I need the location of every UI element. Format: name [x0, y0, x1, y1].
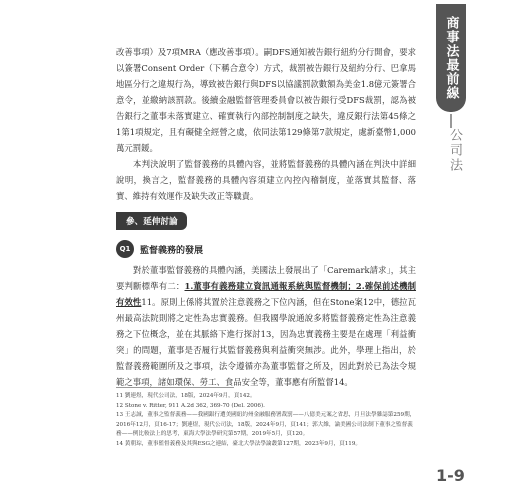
side-tab-subtitle: 公司法: [447, 128, 462, 173]
footnote-14: 14 黃朝琮，董事監督義務及其與ESG之連結，臺北大學法學論叢第127期，2023年9月，頁119。: [116, 440, 362, 447]
question-heading: [116, 240, 416, 258]
page-number: 1-9: [436, 466, 465, 485]
body-text-a: 對於董事監督義務的具體內涵，美國法上發展出了「Caremark請求」，其主要判斷標準有二：: [116, 265, 416, 291]
footnote-13: 13 王志誠，董事之監督義務——我國銀行遭美國紐約州金融服務署裁罰——八億美元案之省思，月旦法學雜誌第259期，2016年12月，頁16-17；劉連煜，現代公司法，18版，2024年9月，頁141；郭大維，論美國公司法制下董事之監督義務——例比較法上的思考，東海大學法學研究第57期，2019年5月，頁120。: [116, 412, 416, 438]
intro-paragraph-1: 改善事項）及7項MRA（應改善事項）。嗣DFS通知被告銀行紐約分行開會，要求以簽署Consent Order（下稱合意令）方式，裁罰被告銀行及紐約分行、巴拿馬地區分行之違規行為，導致被告銀行與DFS以協議罰款數額為美金1.8億元簽署合意令，並繳納該罰款。後續金融監督管理委員會以被告銀行受DFS裁罰，認為被告銀行之董事未落實建立、確實執行內部控制制度之缺失，違反銀行法第45條之1第1項規定，且有礙健全經營之虞，依同法第129條第7款規定，處新臺幣1,000萬元罰鍰。: [116, 47, 416, 153]
section-heading: 參、延伸討論: [116, 212, 187, 230]
question-badge: Q1: [116, 240, 134, 258]
side-tab: [430, 4, 472, 194]
main-text-column: [116, 44, 416, 390]
footnote-11: 11 劉連煜，現代公司法，18版，2024年9月，頁142。: [116, 393, 256, 399]
footnotes: [116, 392, 416, 450]
side-tab-divider: [450, 114, 452, 128]
question-title: 監督義務的發展: [140, 245, 204, 256]
footnote-12: 12 Stone v. Ritter, 911 A.2d 362, 369-70 (Del. 2006).: [116, 402, 265, 409]
side-tab-title: 商事法最前線: [436, 4, 466, 112]
underlined-criteria: 1.董事有義務建立資訊通報系統與監督機制；2.確保前述機制有效性: [116, 281, 417, 307]
footnote-divider: [116, 387, 234, 388]
body-text-b: 11。原則上係將其置於注意義務之下位內涵，但在Stone案12中，德拉瓦州最高法院則將之定性為忠實義務。但我國學說通說多將監督義務定性為注意義務之下位概念，並在其脈絡下進行探討13，因為忠實義務主要是在處理「利益衝突」的問題，董事是否履行其監督義務與利益衝突無涉。此外，學理上指出，於監督義務範圍所及之事項，法令遵循亦為董事監督之所及，因此對於已為法令規範之事項，諸如環保、勞工、食品安全等，董事應有所監督14。: [116, 297, 417, 387]
body-paragraph: [116, 262, 416, 390]
intro-paragraph-2: 本判決說明了監督義務的具體內容，並將監督義務的具體內涵在判決中詳細說明，換言之，監督義務的具體內容須建立內控內稽制度，並落實其監督、落實、維持有效運作及缺失改正等職責。: [116, 159, 416, 201]
